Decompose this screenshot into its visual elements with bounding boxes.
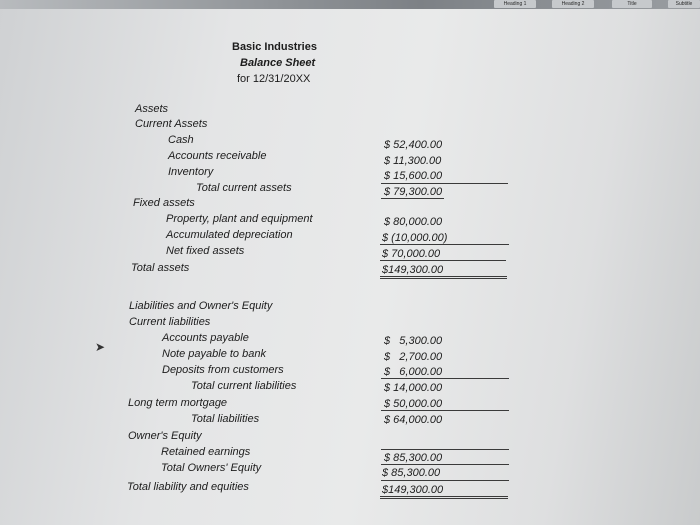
- cash-value: $ 52,400.00: [384, 139, 443, 151]
- mouse-cursor-icon: ➤: [95, 340, 106, 354]
- total-current-assets-value: $ 79,300.00: [384, 186, 443, 198]
- rule-inventory: [381, 183, 508, 184]
- rule-accumulated-depreciation: [380, 244, 509, 245]
- ppe-value: $ 80,000.00: [384, 216, 443, 228]
- total-current-assets-label: Total current assets: [196, 182, 292, 194]
- total-liabilities-value: $ 64,000.00: [384, 414, 443, 426]
- inventory-value: $ 15,600.00: [384, 170, 443, 182]
- ppe-label: Property, plant and equipment: [166, 213, 313, 225]
- rule-long-term-mortgage: [381, 410, 509, 411]
- total-assets-value: $149,300.00: [382, 264, 444, 276]
- deposits-label: Deposits from customers: [162, 364, 284, 376]
- accounts-receivable-value: $ 11,300.00: [384, 155, 442, 167]
- accumulated-depreciation-label: Accumulated depreciation: [166, 229, 293, 241]
- liabilities-heading: Liabilities and Owner's Equity: [129, 300, 273, 312]
- note-payable-label: Note payable to bank: [162, 348, 266, 360]
- long-term-mortgage-value: $ 50,000.00: [384, 398, 443, 410]
- total-assets-label: Total assets: [131, 262, 190, 274]
- rule-total-owners-equity: [381, 480, 509, 481]
- total-liability-equities-label: Total liability and equities: [127, 481, 249, 493]
- company-name: Basic Industries: [232, 41, 317, 53]
- current-liabilities-heading: Current liabilities: [129, 316, 211, 328]
- rule-total-current-assets: [381, 198, 444, 199]
- long-term-mortgage-label: Long term mortgage: [128, 397, 228, 409]
- net-fixed-assets-label: Net fixed assets: [166, 245, 245, 257]
- retained-earnings-value: $ 85,300.00: [384, 452, 443, 464]
- total-liability-equities-value: $149,300.00: [382, 484, 444, 496]
- inventory-label: Inventory: [168, 166, 214, 178]
- total-owners-equity-label: Total Owners' Equity: [161, 462, 262, 474]
- statement-title: Balance Sheet: [240, 57, 316, 69]
- total-current-liabilities-value: $ 14,000.00: [384, 382, 443, 394]
- cash-label: Cash: [168, 134, 194, 146]
- accounts-payable-value: $ 5,300.00: [384, 335, 443, 347]
- retained-earnings-label: Retained earnings: [161, 446, 251, 458]
- net-fixed-assets-value: $ 70,000.00: [382, 248, 441, 260]
- rule-deposits: [381, 378, 509, 379]
- total-owners-equity-value: $ 85,300.00: [382, 467, 441, 479]
- style-heading-2[interactable]: Heading 2: [552, 0, 594, 8]
- style-title[interactable]: Title: [612, 0, 652, 8]
- accounts-payable-label: Accounts payable: [162, 332, 249, 344]
- rule-above-retained: [381, 449, 509, 450]
- statement-period: for 12/31/20XX: [237, 73, 311, 85]
- total-current-liabilities-label: Total current liabilities: [191, 380, 297, 392]
- rule-total-liability-equities: [380, 496, 508, 499]
- assets-heading: Assets: [135, 103, 169, 115]
- current-assets-heading: Current Assets: [135, 118, 208, 130]
- note-payable-value: $ 2,700.00: [384, 351, 443, 363]
- accumulated-depreciation-value: $ (10,000.00): [382, 232, 448, 244]
- style-subtitle[interactable]: Subtitle: [668, 0, 700, 8]
- total-liabilities-label: Total liabilities: [191, 413, 260, 425]
- deposits-value: $ 6,000.00: [384, 366, 443, 378]
- rule-retained-earnings: [381, 464, 509, 465]
- owners-equity-heading: Owner's Equity: [128, 430, 202, 442]
- fixed-assets-heading: Fixed assets: [133, 197, 195, 209]
- word-ribbon-styles: [0, 0, 700, 9]
- rule-net-fixed-assets: [380, 260, 506, 261]
- accounts-receivable-label: Accounts receivable: [168, 150, 267, 162]
- rule-total-assets: [380, 276, 507, 279]
- style-heading-1[interactable]: Heading 1: [494, 0, 536, 8]
